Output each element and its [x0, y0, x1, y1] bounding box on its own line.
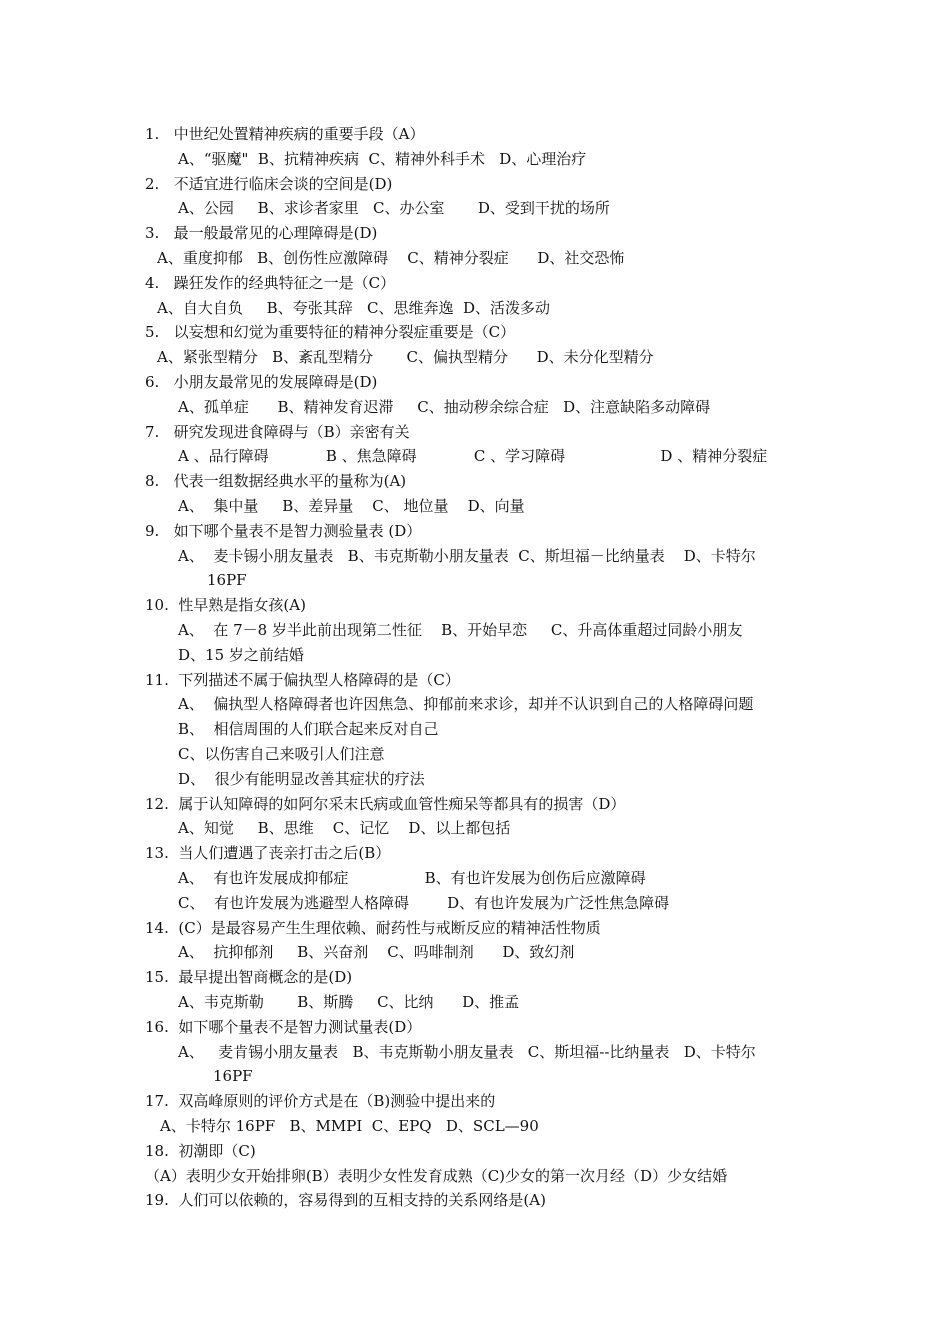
text-line: A、“驱魔" B、抗精神疾病 C、精神外科手术 D、心理治疗: [178, 150, 587, 168]
text-line: A、 在 7－8 岁半此前出现第二性征 B、开始早恋 C、升高体重超过同龄小朋友: [178, 621, 743, 639]
text-line: A、韦克斯勒 B、斯腾 C、比纳 D、推孟: [178, 993, 520, 1011]
text-line: A、 抗抑郁剂 B、兴奋剂 C、吗啡制剂 D、致幻剂: [178, 943, 575, 961]
text-line: A、卡特尔 16PF B、MMPI C、EPQ D、SCL—90: [160, 1117, 539, 1135]
text-line: A、重度抑郁 B、创伤性应激障碍 C、精神分裂症 D、社交恐怖: [157, 249, 625, 267]
text-line: 15. 最早提出智商概念的是(D): [145, 968, 353, 986]
text-line: 3. 最一般最常见的心理障碍是(D): [145, 224, 378, 242]
text-line: D、 很少有能明显改善其症状的疗法: [178, 770, 425, 788]
text-line: 13. 当人们遭遇了丧亲打击之后(B）: [145, 844, 391, 862]
text-line: A、 集中量 B、差异量 C、 地位量 D、向量: [178, 497, 525, 515]
text-line: A 、品行障碍 B 、焦急障碍 C 、学习障碍 D 、精神分裂症: [178, 447, 768, 465]
text-line: 18. 初潮即（C): [145, 1142, 256, 1160]
text-line: 16. 如下哪个量表不是智力测试量表(D）: [145, 1018, 422, 1036]
text-line: 11. 下列描述不属于偏执型人格障碍的是（C）: [145, 671, 460, 689]
text-line: A、紧张型精分 B、紊乱型精分 C、偏执型精分 D、未分化型精分: [157, 348, 654, 366]
text-line: 8. 代表一组数据经典水平的量称为(A): [145, 472, 407, 490]
text-line: 2. 不适宜进行临床会谈的空间是(D): [145, 175, 393, 193]
text-line: C、以伤害自己来吸引人们注意: [178, 745, 385, 763]
text-line: A、知觉 B、思维 C、记忆 D、以上都包括: [178, 819, 511, 837]
text-line: （A）表明少女开始排卵(B）表明少女性发育成熟（C)少女的第一次月经（D）少女结婚: [145, 1167, 728, 1185]
text-line: 4. 躁狂发作的经典特征之一是（C）: [145, 274, 396, 292]
text-line: 19. 人们可以依赖的，容易得到的互相支持的关系网络是(A): [145, 1191, 546, 1209]
text-line: 7. 研究发现进食障碍与（B）亲密有关: [145, 423, 410, 441]
text-line: A、 麦卡锡小朋友量表 B、韦克斯勒小朋友量表 C、斯坦福－比纳量表 D、卡特尔: [178, 547, 756, 565]
text-line: A、 有也许发展成抑郁症 B、有也许发展为创伤后应激障碍: [178, 869, 646, 887]
text-line: B、 相信周围的人们联合起来反对自己: [178, 720, 439, 738]
text-line: 17. 双高峰原则的评价方式是在（B)测验中提出来的: [145, 1092, 496, 1110]
text-line: A、 麦肯锡小朋友量表 B、韦克斯勒小朋友量表 C、斯坦福--比纳量表 D、卡特尔: [178, 1043, 756, 1061]
text-line: 12. 属于认知障碍的如阿尔采末氏病或血管性痴呆等都具有的损害（D）: [145, 795, 626, 813]
text-line: 10. 性早熟是指女孩(A): [145, 596, 306, 614]
text-line: 1. 中世纪处置精神疾病的重要手段（A）: [145, 125, 425, 143]
text-line: A、公园 B、求诊者家里 C、办公室 D、受到干扰的场所: [178, 199, 610, 217]
text-line: 6. 小朋友最常见的发展障碍是(D): [145, 373, 378, 391]
text-line: A、孤单症 B、精神发育迟滞 C、抽动秽余综合症 D、注意缺陷多动障碍: [178, 398, 711, 416]
text-line: 9. 如下哪个量表不是智力测验量表 (D）: [145, 522, 422, 540]
text-line: D、15 岁之前结婚: [178, 646, 304, 664]
text-line: 14. (C）是最容易产生生理依赖、耐药性与戒断反应的精神活性物质: [145, 919, 601, 937]
text-line: 5. 以妄想和幻觉为重要特征的精神分裂症重要是（C）: [145, 323, 516, 341]
text-line: 16PF: [207, 571, 247, 589]
text-line: A、自大自负 B、夸张其辞 C、思维奔逸 D、活泼多动: [157, 299, 551, 317]
text-line: 16PF: [213, 1067, 253, 1085]
text-line: C、 有也许发展为逃避型人格障碍 D、有也许发展为广泛性焦急障碍: [178, 894, 670, 912]
text-line: A、 偏执型人格障碍者也许因焦急、抑郁前来求诊，却并不认识到自己的人格障碍问题: [178, 695, 754, 713]
